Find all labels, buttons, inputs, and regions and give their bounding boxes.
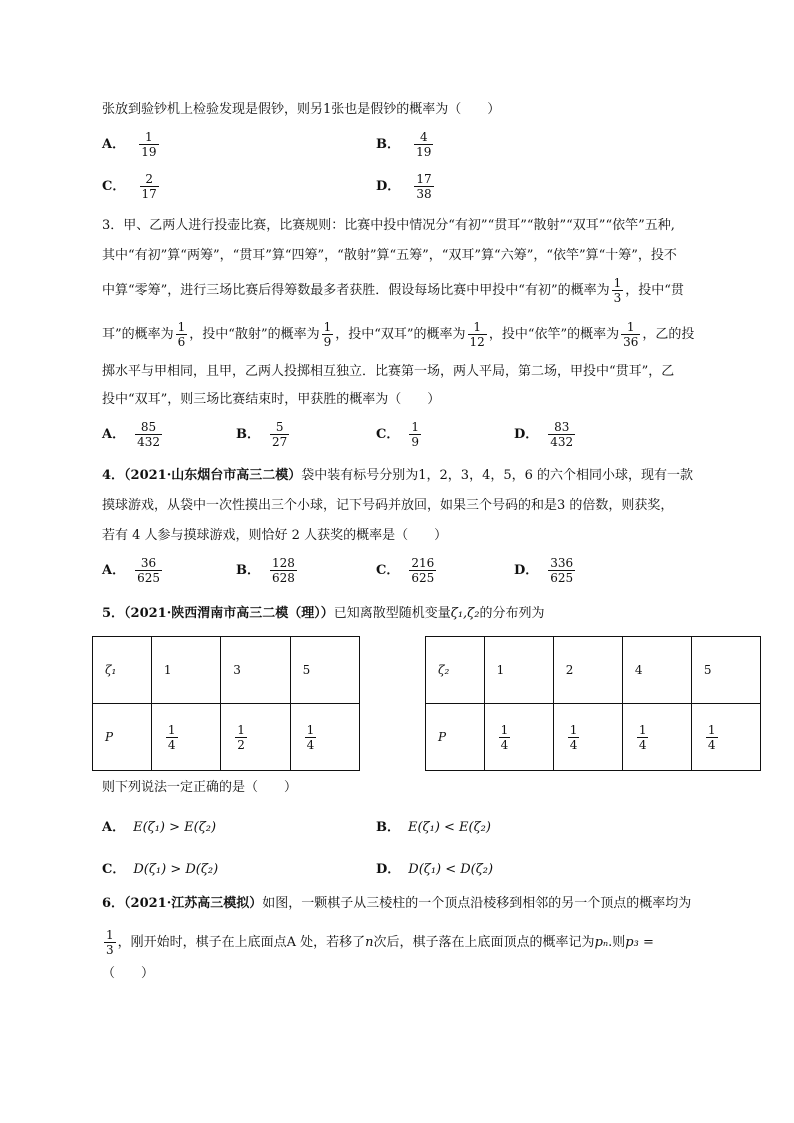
- table-cell: 5: [290, 637, 359, 704]
- table-cell: 4: [622, 637, 691, 704]
- q2-option-c[interactable]: C． $\frac{2}{17}$: [102, 172, 157, 201]
- fraction: $\frac{85}{432}$: [137, 420, 160, 449]
- fraction: $\frac{1}{3}$: [106, 928, 114, 957]
- q4-option-c[interactable]: C． $\frac{216}{625}$: [376, 556, 435, 585]
- fraction: $\frac{128}{628}$: [272, 556, 295, 585]
- table-cell: $\frac{1}{4}$: [691, 704, 760, 771]
- q3-line-2: 其中“有初”算“两筹”，“贯耳”算“四筹”，“散射”算“五筹”，“双耳”算“六筹”，“依竿”算“十筹”，投不: [102, 248, 677, 263]
- q3-line-3: 中算“零筹”，进行三场比赛后得筹数最多者获胜．假设每场比赛中甲投中“有初”的概率为 $\frac{1}{3}$ ，投中“贯: [102, 276, 684, 305]
- zeta2-distribution-table: [425, 636, 761, 771]
- q6-line-1: 6．（2021·江苏高三模拟）如图，一颗棋子从三棱柱的一个顶点沿棱移到相邻的另一个顶点的概率均为: [102, 896, 692, 911]
- fraction: $\frac{17}{38}$: [416, 172, 432, 201]
- q4-option-a[interactable]: A． $\frac{36}{625}$: [102, 556, 160, 585]
- q5-option-a[interactable]: A． E(ζ₁) > E(ζ₂): [102, 820, 217, 835]
- q2-option-d[interactable]: D． $\frac{17}{38}$: [376, 172, 432, 201]
- zeta1-distribution-table: [92, 636, 360, 771]
- q3-line-1: 3．甲、乙两人进行投壶比赛，比赛规则：比赛中投中情况分“有初”“贯耳”“散射”“双耳”“依竿”五种,: [102, 218, 675, 233]
- q5-line-1: 5．（2021·陕西渭南市高三二模（理））已知离散型随机变量ζ₁,ζ₂的分布列为: [102, 606, 545, 621]
- q5-option-b[interactable]: B． E(ζ₁) < E(ζ₂): [376, 820, 491, 835]
- table-cell: $\frac{1}{4}$: [151, 704, 220, 771]
- fraction: $\frac{1}{36}$: [623, 320, 639, 349]
- table-cell: $\frac{1}{4}$: [484, 704, 553, 771]
- q3-option-b[interactable]: B． $\frac{5}{27}$: [236, 420, 288, 449]
- table-cell: 5: [691, 637, 760, 704]
- fraction: $\frac{1}{6}$: [177, 320, 186, 349]
- q4-option-b[interactable]: B． $\frac{128}{628}$: [236, 556, 295, 585]
- fraction: $\frac{2}{17}$: [141, 172, 157, 201]
- table-cell: P: [426, 704, 485, 771]
- q3-line-4: 耳”的概率为 $\frac{1}{6}$ ，投中“散射”的概率为 $\frac{1}{9}$ ，投中“双耳”的概率为 $\frac{1}{12}$ ，投中“依竿”的概率为 $\frac{1}{36}$ ，乙的投: [102, 320, 695, 349]
- q5-option-c[interactable]: C． D(ζ₁) > D(ζ₂): [102, 862, 219, 877]
- table-cell: $\frac{1}{4}$: [622, 704, 691, 771]
- table-cell: $\frac{1}{4}$: [553, 704, 622, 771]
- q4-line-2: 摸球游戏，从袋中一次性摸出三个小球，记下号码并放回，如果三个号码的和是3 的倍数，则获奖，: [102, 498, 674, 513]
- q3-line-6: 投中“双耳”，则三场比赛结束时，甲获胜的概率为（ ）: [102, 392, 441, 407]
- q3-line-5: 掷水平与甲相同，且甲，乙两人投掷相互独立．比赛第一场，两人平局，第二场，甲投中“贯耳”，乙: [102, 364, 675, 379]
- table-cell: ζ₁: [93, 637, 152, 704]
- q4-option-d[interactable]: D． $\frac{336}{625}$: [514, 556, 574, 585]
- q6-line-2: $\frac{1}{3}$ ，刚开始时，棋子在上底面点A 处，若移了n次后，棋子落在上底面顶点的概率记为pₙ.则p₃ =: [106, 928, 654, 957]
- fraction: $\frac{1}{12}$: [469, 320, 485, 349]
- q3-option-c[interactable]: C． $\frac{1}{9}$: [376, 420, 419, 449]
- table-cell: 3: [221, 637, 290, 704]
- table-cell: 1: [151, 637, 220, 704]
- q5-after-text: 则下列说法一定正确的是（ ）: [102, 780, 298, 795]
- table-cell: ζ₂: [426, 637, 485, 704]
- table-cell: $\frac{1}{4}$: [290, 704, 359, 771]
- fraction: $\frac{1}{9}$: [323, 320, 332, 349]
- q2-option-a[interactable]: A． $\frac{1}{19}$: [102, 130, 157, 159]
- q3-option-d[interactable]: D． $\frac{83}{432}$: [514, 420, 574, 449]
- q5-option-d[interactable]: D． D(ζ₁) < D(ζ₂): [376, 862, 494, 877]
- q2-stem: 张放到验钞机上检验发现是假钞，则另1张也是假钞的概率为（ ）: [102, 102, 501, 117]
- fraction: $\frac{36}{625}$: [137, 556, 160, 585]
- fraction: $\frac{5}{27}$: [272, 420, 288, 449]
- q2-option-b[interactable]: B． $\frac{4}{19}$: [376, 130, 432, 159]
- table-cell: P: [93, 704, 152, 771]
- q6-line-3: （ ）: [102, 966, 155, 981]
- table-cell: 2: [553, 637, 622, 704]
- q4-line-3: 若有 4 人参与摸球游戏，则恰好 2 人获奖的概率是（ ）: [102, 528, 448, 543]
- fraction: $\frac{1}{9}$: [411, 420, 419, 449]
- fraction: $\frac{1}{19}$: [141, 130, 157, 159]
- table-cell: $\frac{1}{2}$: [221, 704, 290, 771]
- fraction: $\frac{1}{3}$: [613, 276, 622, 305]
- fraction: $\frac{336}{625}$: [550, 556, 574, 585]
- q3-option-a[interactable]: A． $\frac{85}{432}$: [102, 420, 160, 449]
- q4-line-1: 4．（2021·山东烟台市高三二模）袋中装有标号分别为1，2，3，4，5，6 的六个相同小球，现有一款: [102, 468, 694, 483]
- fraction: $\frac{216}{625}$: [411, 556, 435, 585]
- fraction: $\frac{4}{19}$: [416, 130, 432, 159]
- table-cell: 1: [484, 637, 553, 704]
- fraction: $\frac{83}{432}$: [550, 420, 574, 449]
